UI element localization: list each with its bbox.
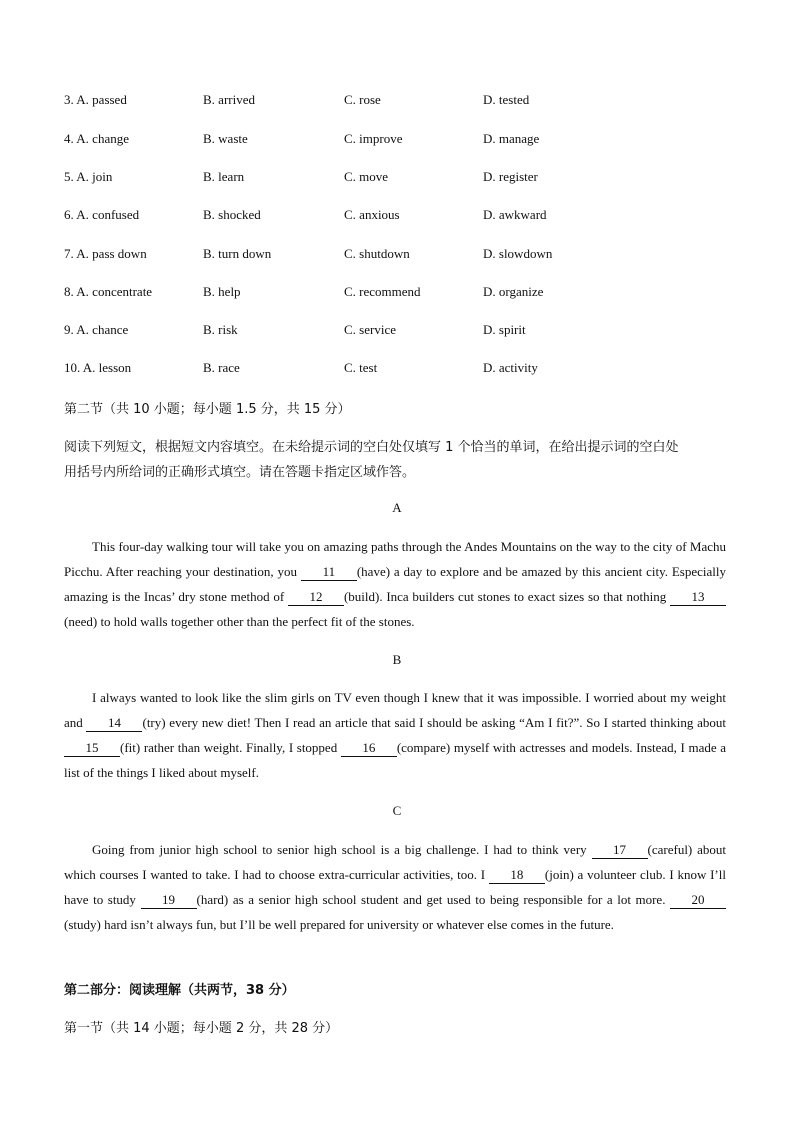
- option-c: C. service: [344, 322, 396, 337]
- option-c: C. recommend: [344, 284, 421, 299]
- option-a: 10. A. lesson: [64, 360, 132, 375]
- option-row: [64, 169, 744, 187]
- option-a: 4. A. change: [64, 131, 129, 146]
- option-a: 3. A. passed: [64, 92, 127, 107]
- option-row: [64, 360, 744, 378]
- option-d: D. spirit: [483, 322, 526, 337]
- option-c: C. test: [344, 360, 378, 375]
- section-heading: 第二节（共 10 小题；每小题 1.5 分，共 15 分）: [64, 402, 351, 417]
- blank-13[interactable]: 13: [670, 589, 726, 606]
- option-d: D. slowdown: [483, 246, 553, 261]
- option-a: 5. A. join: [64, 169, 113, 184]
- passage-a-text: This four-day walking tour will take you on amazing paths through the Andes Mountains on the way to the city of Machu Picchu. After reaching your destination, you 11 (have) a day to explore and be amazed by this ancient city. Especially amazing is the Incas’ dry stone method of 12 (build). Inca builders cut stones to exact sizes so that nothing 13(need) to hold walls together other than the perfect fit of the stones.: [64, 539, 726, 629]
- passage-label: A: [392, 500, 402, 515]
- blank-19[interactable]: 19: [141, 892, 197, 909]
- option-d: D. awkward: [483, 207, 547, 222]
- blank-16[interactable]: 16: [341, 740, 397, 757]
- option-c: C. rose: [344, 92, 381, 107]
- option-b: B. race: [203, 360, 240, 375]
- option-b: B. help: [203, 284, 241, 299]
- section-heading: 第一节（共 14 小题；每小题 2 分，共 28 分）: [64, 1021, 339, 1036]
- option-d: D. organize: [483, 284, 544, 299]
- passage-b-text: I always wanted to look like the slim girls on TV even though I knew that it was impossible. I worried about my weight and 14 (try) every new diet! Then I read an article that said I should be asking “Am I fit?”. So I started thinking about 15 (fit) rather than weight. Finally, I stopped 16 (compare) myself with actresses and models. Instead, I made a list of the things I liked about myself.: [64, 690, 727, 780]
- option-row: [64, 322, 744, 340]
- option-a: 7. A. pass down: [64, 246, 147, 261]
- option-c: C. anxious: [344, 207, 400, 222]
- blank-12[interactable]: 12: [288, 589, 344, 606]
- option-a: 6. A. confused: [64, 207, 140, 222]
- option-d: D. register: [483, 169, 538, 184]
- option-a: 9. A. chance: [64, 322, 129, 337]
- option-d: D. manage: [483, 131, 540, 146]
- option-b: B. turn down: [203, 246, 272, 261]
- instruction-line: 用括号内所给词的正确形式填空。请在答题卡指定区域作答。: [64, 465, 416, 480]
- option-b: B. learn: [203, 169, 245, 184]
- option-c: C. move: [344, 169, 389, 184]
- option-row: [64, 284, 744, 302]
- blank-17[interactable]: 17: [592, 842, 648, 859]
- instruction-line: 阅读下列短文，根据短文内容填空。在未给提示词的空白处仅填写 1 个恰当的单词，在给出提示词的空白处: [64, 440, 679, 455]
- passage-label: C: [392, 803, 402, 818]
- passage-c-text: Going from junior high school to senior high school is a big challenge. I had to think very 17 (careful) about which courses I wanted to take. I had to choose extra-curricular activities, too. I 18 (join) a volunteer club. I know I’ll have to study 19 (hard) as a senior high school student and get used to being responsible for a lot more. 20(study) hard isn’t always fun, but I’ll be well prepared for university or whatever else comes in the future.: [64, 842, 727, 932]
- option-a: 8. A. concentrate: [64, 284, 153, 299]
- blank-15[interactable]: 15: [64, 740, 120, 757]
- option-b: B. arrived: [203, 92, 255, 107]
- option-d: D. tested: [483, 92, 530, 107]
- option-c: C. improve: [344, 131, 403, 146]
- blank-20[interactable]: 20: [670, 892, 726, 909]
- option-row: [64, 246, 744, 264]
- option-row: [64, 207, 744, 225]
- option-row: [64, 92, 744, 110]
- option-b: B. risk: [203, 322, 238, 337]
- option-row: [64, 131, 744, 149]
- blank-18[interactable]: 18: [489, 867, 545, 884]
- option-b: B. waste: [203, 131, 248, 146]
- option-c: C. shutdown: [344, 246, 410, 261]
- blank-11[interactable]: 11: [301, 564, 357, 581]
- option-d: D. activity: [483, 360, 538, 375]
- part-heading: 第二部分：阅读理解（共两节，38 分）: [64, 983, 295, 998]
- option-b: B. shocked: [203, 207, 261, 222]
- passage-label: B: [392, 652, 402, 667]
- blank-14[interactable]: 14: [86, 715, 142, 732]
